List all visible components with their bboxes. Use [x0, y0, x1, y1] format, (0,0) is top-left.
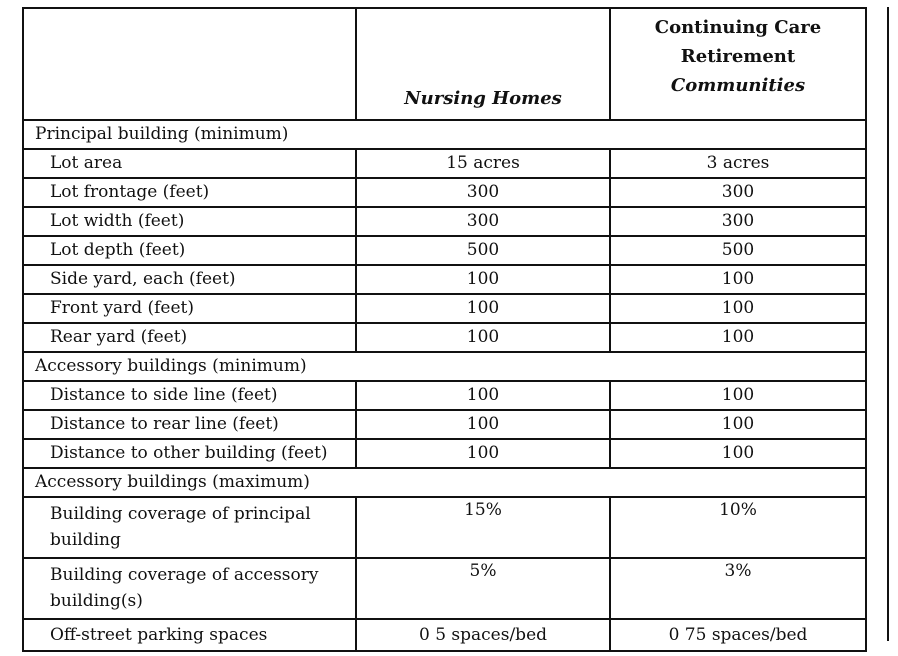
header-blank-cell [23, 8, 356, 120]
ccrc-value: 500 [610, 236, 866, 265]
table-header-row [23, 8, 866, 120]
header-nursing-homes-label: Nursing Homes [404, 88, 562, 109]
ccrc-value: 100 [610, 381, 866, 410]
nursing-homes-value: 100 [356, 323, 610, 352]
ccrc-value: 0 75 spaces/bed [610, 619, 866, 651]
nursing-homes-value: 100 [356, 294, 610, 323]
table-row [23, 410, 866, 439]
header-ccrc-line2: Retirement [680, 46, 796, 67]
ccrc-value: 300 [610, 178, 866, 207]
nursing-homes-value: 15% [356, 497, 610, 558]
row-label: Lot area [23, 149, 356, 178]
header-ccrc [610, 8, 866, 120]
nursing-homes-value: 0 5 spaces/bed [356, 619, 610, 651]
row-label: Lot width (feet) [23, 207, 356, 236]
document-page [22, 7, 889, 645]
section-header-row [23, 352, 866, 381]
table-row [23, 323, 866, 352]
ccrc-value: 100 [610, 294, 866, 323]
section-header-row [23, 468, 866, 497]
section-title: Accessory buildings (minimum) [23, 352, 866, 381]
header-nursing-homes [356, 8, 610, 120]
table-row [23, 265, 866, 294]
nursing-homes-value: 100 [356, 439, 610, 468]
table-row [23, 439, 866, 468]
ccrc-value: 100 [610, 439, 866, 468]
row-label: Distance to rear line (feet) [23, 410, 356, 439]
row-label: Rear yard (feet) [23, 323, 356, 352]
nursing-homes-value: 15 acres [356, 149, 610, 178]
nursing-homes-value: 100 [356, 265, 610, 294]
header-ccrc-line3: Communities [670, 75, 806, 96]
row-label: Front yard (feet) [23, 294, 356, 323]
row-label: Side yard, each (feet) [23, 265, 356, 294]
table-row [23, 619, 866, 651]
nursing-homes-value: 100 [356, 410, 610, 439]
nursing-homes-value: 300 [356, 207, 610, 236]
table-row [23, 207, 866, 236]
section-title: Principal building (minimum) [23, 120, 866, 149]
requirements-table [22, 7, 867, 652]
ccrc-value: 3% [610, 558, 866, 619]
page-edge-rule [887, 7, 889, 641]
nursing-homes-value: 500 [356, 236, 610, 265]
table-row [23, 558, 866, 619]
table-row [23, 497, 866, 558]
row-label: Lot depth (feet) [23, 236, 356, 265]
ccrc-value: 100 [610, 323, 866, 352]
ccrc-value: 100 [610, 410, 866, 439]
ccrc-value: 300 [610, 207, 866, 236]
table-row [23, 381, 866, 410]
nursing-homes-value: 100 [356, 381, 610, 410]
header-ccrc-line1: Continuing Care [654, 17, 822, 38]
table-row [23, 294, 866, 323]
section-header-row [23, 120, 866, 149]
nursing-homes-value: 300 [356, 178, 610, 207]
table-row [23, 149, 866, 178]
ccrc-value: 10% [610, 497, 866, 558]
row-label: Building coverage of accessory building(s) [23, 558, 356, 619]
table-row [23, 178, 866, 207]
row-label: Lot frontage (feet) [23, 178, 356, 207]
section-title: Accessory buildings (maximum) [23, 468, 866, 497]
table-row [23, 236, 866, 265]
nursing-homes-value: 5% [356, 558, 610, 619]
row-label: Distance to other building (feet) [23, 439, 356, 468]
row-label: Distance to side line (feet) [23, 381, 356, 410]
ccrc-value: 100 [610, 265, 866, 294]
ccrc-value: 3 acres [610, 149, 866, 178]
row-label: Off-street parking spaces [23, 619, 356, 651]
row-label: Building coverage of principal building [23, 497, 356, 558]
